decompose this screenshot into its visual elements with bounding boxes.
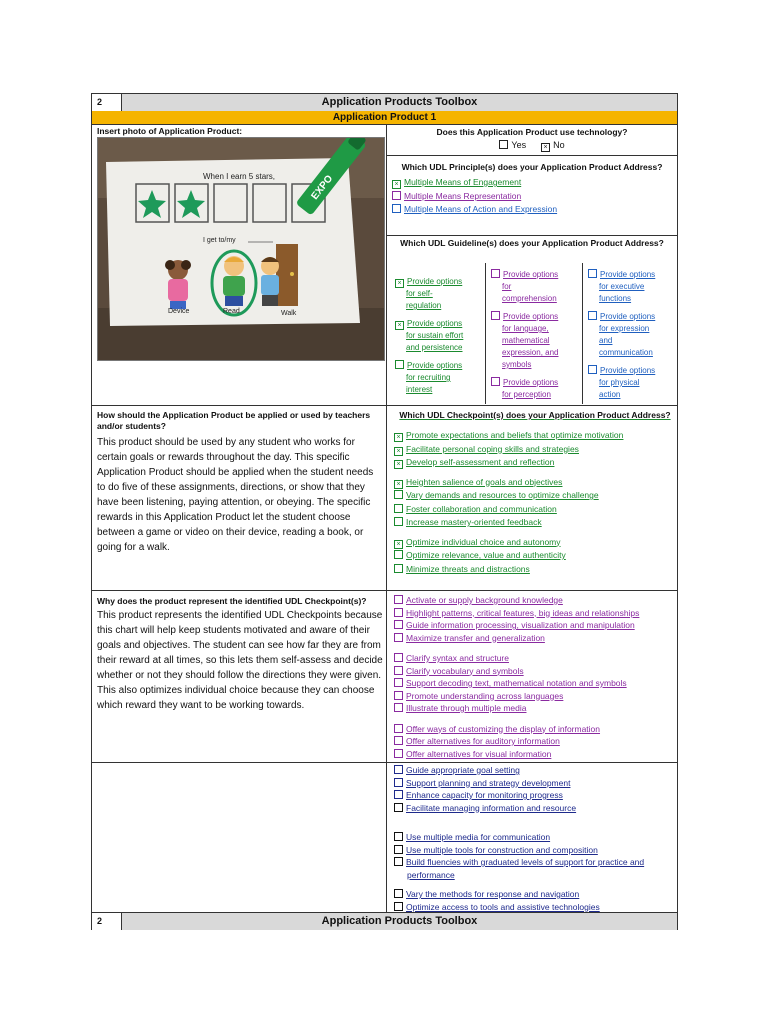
checkbox-icon <box>394 832 403 841</box>
checkbox-icon <box>491 377 500 386</box>
guideline-recruiting-interest[interactable]: Provide options for recruiting interest <box>395 360 483 396</box>
checkbox-icon <box>392 204 401 213</box>
guidelines-cell <box>392 238 672 249</box>
row-divider <box>92 590 677 591</box>
photo-label-cell <box>97 126 383 137</box>
checkpoints-action-expression <box>394 764 676 913</box>
checkbox-icon <box>394 666 403 675</box>
checkpoint-item[interactable]: × Facilitate personal coping skills and strategies <box>394 443 676 457</box>
guideline-physical-action[interactable]: Provide options for physical action <box>588 365 676 401</box>
guidelines-engagement-col <box>395 276 483 402</box>
tech-no-option[interactable] <box>541 140 565 150</box>
guideline-language[interactable]: Provide options for language, mathematical expression, and symbols <box>491 311 579 371</box>
guideline-col-divider <box>582 263 583 404</box>
checkbox-icon <box>394 845 403 854</box>
product-photo-illustration <box>98 138 384 360</box>
checkbox-icon <box>491 311 500 320</box>
checkbox-icon <box>394 691 403 700</box>
checkpoint-item[interactable]: Vary the methods for response and navigation <box>394 888 676 901</box>
get-text: I get to/my <box>203 237 236 244</box>
checkbox-icon <box>394 724 403 733</box>
guideline-comprehension[interactable]: Provide options for comprehension <box>491 269 579 305</box>
checkbox-icon <box>395 360 404 369</box>
checkpoint-item[interactable]: Facilitate managing information and resource <box>394 802 676 815</box>
principle-engagement[interactable]: × Multiple Means of Engagement <box>392 176 672 190</box>
technology-question: Does this Application Product use technology? <box>436 127 628 137</box>
checkbox-checked-icon: × <box>394 447 403 456</box>
principle-action-expression[interactable]: Multiple Means of Action and Expression <box>392 203 672 217</box>
checkbox-icon <box>394 550 403 559</box>
tech-no-label: No <box>553 140 565 150</box>
checkbox-icon <box>394 736 403 745</box>
checkpoint-item[interactable]: × Promote expectations and beliefs that optimize motivation <box>394 429 676 443</box>
checkbox-checked-icon: × <box>394 460 403 469</box>
checkbox-icon <box>394 749 403 758</box>
row-divider <box>92 762 677 763</box>
checkpoint-item[interactable]: Use multiple tools for construction and composition <box>394 844 676 857</box>
checkpoint-item[interactable]: Vary demands and resources to optimize challenge <box>394 489 676 503</box>
chart-text: When I earn 5 stars, <box>203 172 276 181</box>
guideline-col-divider <box>485 263 486 404</box>
checkpoint-item[interactable]: Highlight patterns, critical features, big ideas and relationships <box>394 607 676 620</box>
why-cell <box>97 596 383 713</box>
choice-walk: Walk <box>281 310 297 317</box>
footer-page-number: 2 <box>92 913 122 930</box>
tech-yes-label: Yes <box>511 140 527 150</box>
tech-no-checkbox[interactable]: × <box>541 143 550 152</box>
checkpoint-item[interactable]: Illustrate through multiple media <box>394 702 676 715</box>
applied-cell <box>97 410 383 555</box>
checkbox-icon <box>394 504 403 513</box>
row-divider <box>387 235 677 236</box>
checkbox-icon <box>394 608 403 617</box>
checkpoint-item[interactable]: Offer ways of customizing the display of information <box>394 723 676 736</box>
checkbox-checked-icon: × <box>392 180 401 189</box>
applied-question: How should the Application Product be applied or used by teachers and/or students? <box>97 410 371 431</box>
checkbox-icon <box>394 803 403 812</box>
guideline-expression-communication[interactable]: Provide options for expression and communication <box>588 311 676 359</box>
checkpoint-item[interactable]: Optimize access to tools and assistive technologies <box>394 901 676 914</box>
footer-title: Application Products Toolbox <box>321 915 478 927</box>
checkpoint-item[interactable]: × Develop self-assessment and reflection <box>394 456 676 470</box>
checkbox-icon <box>394 595 403 604</box>
checkpoint-item[interactable]: Support planning and strategy development <box>394 777 676 790</box>
checkpoint-item[interactable]: Activate or supply background knowledge <box>394 594 676 607</box>
checkbox-icon <box>394 678 403 687</box>
checkbox-checked-icon: × <box>394 433 403 442</box>
product-subheader: Application Product 1 <box>92 111 677 125</box>
tech-yes-checkbox[interactable] <box>499 140 508 149</box>
checkpoint-item[interactable]: Minimize threats and distractions <box>394 563 676 577</box>
checkpoint-item[interactable]: Offer alternatives for visual information <box>394 748 676 761</box>
checkpoint-item[interactable]: Use multiple media for communication <box>394 831 676 844</box>
checkbox-icon <box>491 269 500 278</box>
guidelines-action-col <box>588 269 676 407</box>
page-number: 2 <box>92 94 122 111</box>
choice-device: Device <box>168 308 190 315</box>
principle-representation[interactable]: Multiple Means Representation <box>392 190 672 204</box>
checkpoint-item[interactable]: × Optimize individual choice and autonomy <box>394 536 676 550</box>
checkbox-icon <box>588 311 597 320</box>
checkpoint-item[interactable]: Guide information processing, visualization and manipulation <box>394 619 676 632</box>
column-divider <box>386 124 387 912</box>
tech-yes-option[interactable] <box>499 140 526 150</box>
technology-cell <box>392 127 672 152</box>
checkbox-checked-icon: × <box>395 279 404 288</box>
checkbox-icon <box>392 191 401 200</box>
checkbox-icon <box>394 765 403 774</box>
checkpoint-item[interactable]: × Heighten salience of goals and objectives <box>394 476 676 490</box>
checkpoint-item[interactable]: Maximize transfer and generalization <box>394 632 676 645</box>
checkbox-icon <box>394 889 403 898</box>
checkpoint-item[interactable]: Offer alternatives for auditory information <box>394 735 676 748</box>
photo-label: Insert photo of Application Product: <box>97 126 243 136</box>
checkbox-icon <box>394 857 403 866</box>
checkpoint-item[interactable]: Clarify vocabulary and symbols <box>394 665 676 678</box>
checkpoint-item[interactable]: Support decoding text, mathematical notation and symbols <box>394 677 676 690</box>
checkbox-checked-icon: × <box>394 480 403 489</box>
applied-answer: This product should be used by any student who works for certain goals or rewards throughout the day. This specific Application Product should be applied when the student needs to do five of these assignments, directions, or show that they have been listening, paying attention, or obeying. The specific rewards in this Application Product let the student choose between a game or video on their device, reading a book, or going for a walk. <box>97 437 374 553</box>
checkpoints-question: Which UDL Checkpoint(s) does your Application Product Address? <box>399 410 671 420</box>
checkpoint-item-continuation: performance <box>407 869 455 880</box>
checkbox-icon <box>588 269 597 278</box>
table-header <box>92 94 677 112</box>
guideline-sustain-effort[interactable]: × Provide options for sustain effort and persistence <box>395 318 483 354</box>
checkpoint-item[interactable]: Foster collaboration and communication <box>394 503 676 517</box>
checkbox-icon <box>394 778 403 787</box>
checkbox-checked-icon: × <box>394 540 403 549</box>
guideline-executive-functions[interactable]: Provide options for executive functions <box>588 269 676 305</box>
choice-read: Read <box>223 308 240 315</box>
row-divider <box>92 405 677 406</box>
checkbox-icon <box>394 703 403 712</box>
principles-cell <box>392 162 672 217</box>
checkpoint-item[interactable]: Promote understanding across languages <box>394 690 676 703</box>
guidelines-question: Which UDL Guideline(s) does your Application Product Address? <box>400 238 664 248</box>
checkbox-icon <box>394 564 403 573</box>
application-product-photo <box>97 137 385 361</box>
guideline-perception[interactable]: Provide options for perception <box>491 377 579 401</box>
checkpoints-engagement <box>394 410 676 576</box>
checkpoints-representation <box>394 594 676 760</box>
principles-list <box>392 176 672 217</box>
checkbox-icon <box>394 633 403 642</box>
checkpoint-item[interactable]: Guide appropriate goal setting <box>394 764 676 777</box>
checkpoint-item[interactable]: Clarify syntax and structure <box>394 652 676 665</box>
why-question: Why does the product represent the identified UDL Checkpoint(s)? <box>97 596 367 606</box>
principles-question: Which UDL Principle(s) does your Application Product Address? <box>401 162 663 172</box>
checkbox-icon <box>394 902 403 911</box>
checkbox-icon <box>394 790 403 799</box>
checkbox-icon <box>588 365 597 374</box>
table-footer <box>92 912 677 930</box>
table-title: Application Products Toolbox <box>321 96 478 108</box>
checkpoint-item[interactable]: Increase mastery-oriented feedback <box>394 516 676 530</box>
guideline-self-regulation[interactable]: × Provide options for self- regulation <box>395 276 483 312</box>
why-answer: This product represents the identified UDL Checkpoints because this chart will help keep students motivated and aware of their goals and objectives. The student can see how far they are from their reward at all times, so this lets them self-assess and decide whether or not they should follow the directions they were given. This also optimizes individual choice because they can choose which reward they want to be working towards. <box>97 610 383 711</box>
checkbox-icon <box>394 620 403 629</box>
checkbox-icon <box>394 653 403 662</box>
checkbox-checked-icon: × <box>395 321 404 330</box>
application-products-table <box>91 93 678 930</box>
checkpoint-item[interactable]: Optimize relevance, value and authenticity <box>394 549 676 563</box>
checkbox-icon <box>394 490 403 499</box>
checkbox-icon <box>394 517 403 526</box>
guidelines-representation-col <box>491 269 579 407</box>
checkpoint-item[interactable]: Enhance capacity for monitoring progress <box>394 789 676 802</box>
row-divider <box>387 155 677 156</box>
checkpoint-item[interactable]: Build fluencies with graduated levels of support for practice and <box>394 856 676 869</box>
technology-options <box>392 139 672 152</box>
marker-text: EXPO <box>309 173 336 203</box>
